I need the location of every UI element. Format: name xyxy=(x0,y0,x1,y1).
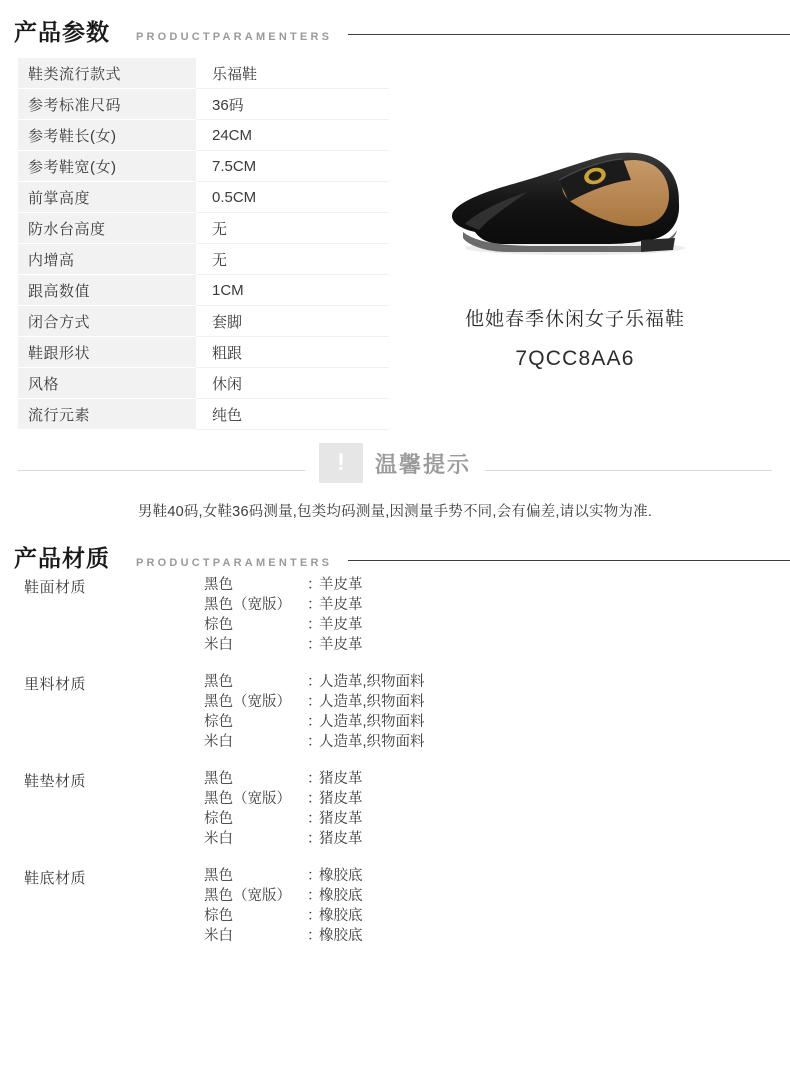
material-separator: ： xyxy=(307,637,322,653)
table-row xyxy=(18,275,389,306)
material-color: 黑色（宽版） xyxy=(204,888,291,904)
material-color: 黑色 xyxy=(204,674,233,690)
material-rows xyxy=(204,769,790,849)
param-key: 流行元素 xyxy=(18,399,196,430)
material-color: 黑色 xyxy=(204,771,233,787)
param-key: 鞋跟形状 xyxy=(18,337,196,368)
material-separator: ： xyxy=(307,908,322,924)
param-key: 参考标准尺码 xyxy=(18,89,196,120)
material-group xyxy=(0,575,790,655)
list-item xyxy=(204,732,790,752)
list-item xyxy=(204,575,790,595)
tips-heading xyxy=(305,440,485,486)
material-color: 棕色 xyxy=(204,617,233,633)
material-color: 米白 xyxy=(204,831,233,847)
material-value: 人造革,织物面料 xyxy=(319,714,425,730)
list-item xyxy=(204,712,790,732)
material-rows xyxy=(204,575,790,655)
params-table xyxy=(18,58,389,430)
material-value: 人造革,织物面料 xyxy=(319,734,425,750)
param-key: 鞋类流行款式 xyxy=(18,58,196,89)
material-group xyxy=(0,866,790,946)
material-separator: ： xyxy=(307,868,322,884)
material-group xyxy=(0,672,790,752)
list-item xyxy=(204,789,790,809)
material-value: 猪皮革 xyxy=(319,831,363,847)
material-value: 人造革,织物面料 xyxy=(319,694,425,710)
material-value: 橡胶底 xyxy=(319,888,363,904)
material-separator: ： xyxy=(307,597,322,613)
material-color: 米白 xyxy=(204,637,233,653)
param-key: 前掌高度 xyxy=(18,182,196,213)
list-item xyxy=(204,809,790,829)
material-separator: ： xyxy=(307,674,322,690)
section-header-materials xyxy=(0,540,790,573)
section-header-params xyxy=(0,14,790,47)
param-value: 休闲 xyxy=(196,368,389,399)
material-color: 黑色 xyxy=(204,868,233,884)
material-rows xyxy=(204,672,790,752)
material-value: 猪皮革 xyxy=(319,791,363,807)
material-color: 黑色 xyxy=(204,577,233,593)
material-color: 棕色 xyxy=(204,811,233,827)
material-label: 鞋底材质 xyxy=(24,870,87,887)
param-key: 风格 xyxy=(18,368,196,399)
material-color: 黑色（宽版） xyxy=(204,597,291,613)
param-value: 粗跟 xyxy=(196,337,389,368)
material-separator: ： xyxy=(307,694,322,710)
table-row xyxy=(18,89,389,120)
material-color: 米白 xyxy=(204,928,233,944)
material-value: 羊皮革 xyxy=(319,637,363,653)
material-value: 羊皮革 xyxy=(319,577,363,593)
table-row xyxy=(18,368,389,399)
section-title-params: 产品参数 xyxy=(14,19,110,45)
material-value: 猪皮革 xyxy=(319,771,363,787)
list-item xyxy=(204,615,790,635)
tips-title: 温馨提示 xyxy=(374,451,471,477)
section-divider xyxy=(348,560,790,561)
params-table-wrapper xyxy=(18,58,363,430)
param-value: 36码 xyxy=(196,89,389,120)
param-key: 跟高数值 xyxy=(18,275,196,306)
param-value: 7.5CM xyxy=(196,151,389,182)
table-row xyxy=(18,213,389,244)
table-row xyxy=(18,182,389,213)
product-image xyxy=(425,120,725,290)
table-row xyxy=(18,151,389,182)
material-value: 橡胶底 xyxy=(319,868,363,884)
param-value: 24CM xyxy=(196,120,389,151)
materials-list xyxy=(0,575,790,963)
material-color: 米白 xyxy=(204,734,233,750)
material-separator: ： xyxy=(307,888,322,904)
list-item xyxy=(204,692,790,712)
loafer-shoe-illustration xyxy=(435,120,715,280)
list-item xyxy=(204,906,790,926)
table-row xyxy=(18,399,389,430)
list-item xyxy=(204,672,790,692)
material-separator: ： xyxy=(307,831,322,847)
product-showcase xyxy=(380,120,770,371)
param-value: 套脚 xyxy=(196,306,389,337)
material-color: 黑色（宽版） xyxy=(204,791,291,807)
material-color: 棕色 xyxy=(204,714,233,730)
material-label: 里料材质 xyxy=(24,676,87,693)
material-color: 棕色 xyxy=(204,908,233,924)
section-title-materials: 产品材质 xyxy=(14,545,110,571)
material-separator: ： xyxy=(307,791,322,807)
param-key: 参考鞋宽(女) xyxy=(18,151,196,182)
param-value: 0.5CM xyxy=(196,182,389,213)
table-row xyxy=(18,58,389,89)
material-separator: ： xyxy=(307,811,322,827)
material-label: 鞋面材质 xyxy=(24,579,87,596)
material-value: 橡胶底 xyxy=(319,908,363,924)
section-subtitle-materials: PRODUCTPARAMENTERS xyxy=(136,557,333,569)
section-subtitle-params: PRODUCTPARAMENTERS xyxy=(136,31,333,43)
material-rows xyxy=(204,866,790,946)
param-key: 参考鞋长(女) xyxy=(18,120,196,151)
list-item xyxy=(204,769,790,789)
list-item xyxy=(204,866,790,886)
param-value: 1CM xyxy=(196,275,389,306)
material-color: 黑色（宽版） xyxy=(204,694,291,710)
product-code: 7QCC8AA6 xyxy=(515,347,635,370)
list-item xyxy=(204,595,790,615)
material-value: 猪皮革 xyxy=(319,811,363,827)
param-value: 纯色 xyxy=(196,399,389,430)
product-title: 他她春季休闲女子乐福鞋 xyxy=(464,309,685,330)
section-divider xyxy=(348,34,790,35)
tips-section xyxy=(0,440,790,521)
exclamation-icon: ! xyxy=(319,443,363,483)
table-row xyxy=(18,120,389,151)
list-item xyxy=(204,829,790,849)
list-item xyxy=(204,635,790,655)
param-value: 无 xyxy=(196,244,389,275)
material-value: 人造革,织物面料 xyxy=(319,674,425,690)
material-separator: ： xyxy=(307,577,322,593)
material-value: 橡胶底 xyxy=(319,928,363,944)
material-separator: ： xyxy=(307,928,322,944)
param-key: 闭合方式 xyxy=(18,306,196,337)
list-item xyxy=(204,886,790,906)
material-value: 羊皮革 xyxy=(319,617,363,633)
material-value: 羊皮革 xyxy=(319,597,363,613)
material-separator: ： xyxy=(307,771,322,787)
material-separator: ： xyxy=(307,734,322,750)
material-separator: ： xyxy=(307,714,322,730)
tips-text: 男鞋40码,女鞋36码测量,包类均码测量,因测量手势不同,会有偏差,请以实物为准. xyxy=(137,504,653,520)
list-item xyxy=(204,926,790,946)
material-group xyxy=(0,769,790,849)
param-value: 乐福鞋 xyxy=(196,58,389,89)
material-separator: ： xyxy=(307,617,322,633)
table-row xyxy=(18,337,389,368)
material-label: 鞋垫材质 xyxy=(24,773,87,790)
param-key: 内增高 xyxy=(18,244,196,275)
param-key: 防水台高度 xyxy=(18,213,196,244)
table-row xyxy=(18,306,389,337)
table-row xyxy=(18,244,389,275)
param-value: 无 xyxy=(196,213,389,244)
